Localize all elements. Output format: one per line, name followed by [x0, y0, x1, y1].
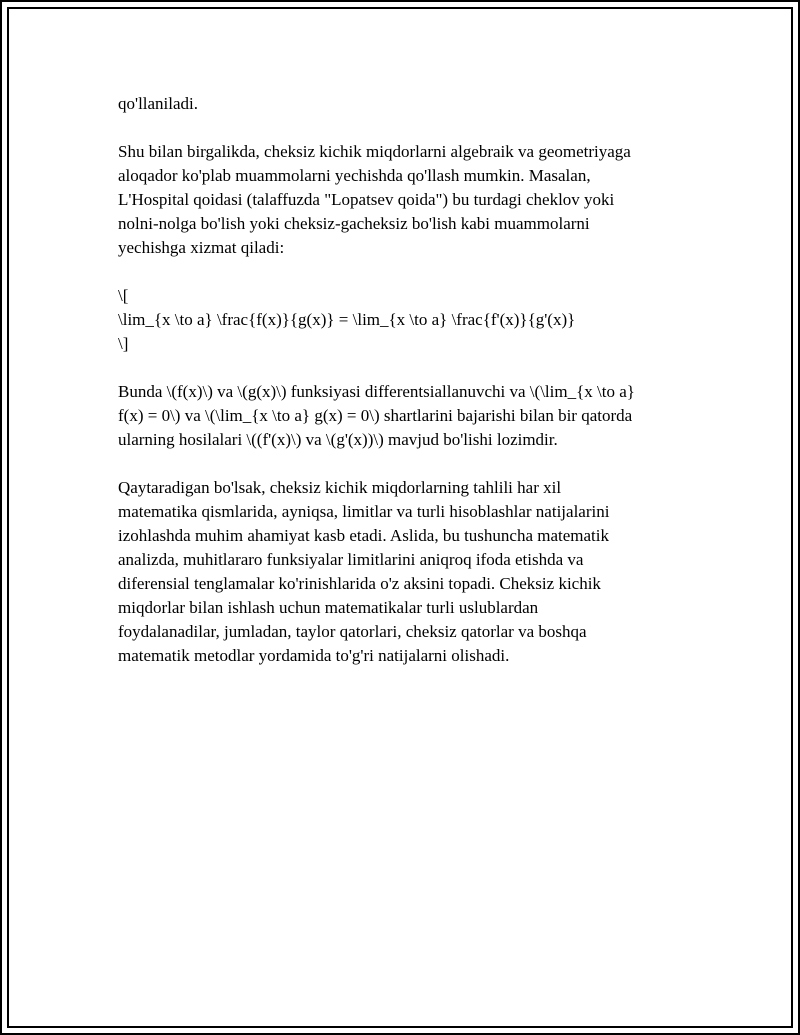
- formula-line: \[: [118, 286, 129, 305]
- formula-line: \lim_{x \to a} \frac{f(x)}{g(x)} = \lim_{x \to a} \frac{f'(x)}{g'(x)}: [118, 310, 576, 329]
- text-line: L'Hospital qoidasi (talaffuzda "Lopatsev qoida") bu turdagi cheklov yoki: [118, 190, 615, 209]
- text-line: foydalanadilar, jumladan, taylor qatorlari, cheksiz qatorlar va boshqa: [118, 622, 587, 641]
- text-line: diferensial tenglamalar ko'rinishlarida o'z aksini topadi. Cheksiz kichik: [118, 574, 601, 593]
- text-line: ularning hosilalari \((f'(x)\) va \(g'(x))\) mavjud bo'lishi lozimdir.: [118, 430, 558, 449]
- text-line: f(x) = 0\) va \(\lim_{x \to a} g(x) = 0\) shartlarini bajarishi bilan bir qatorda: [118, 406, 633, 425]
- text-line: Bunda \(f(x)\) va \(g(x)\) funksiyasi differentsiallanuvchi va \(\lim_{x \to a}: [118, 382, 635, 401]
- text-line: analizda, muhitlararo funksiyalar limitlarini aniqroq ifoda etishda va: [118, 550, 584, 569]
- paragraph-conditions: [118, 380, 688, 452]
- text-line: qo'llaniladi.: [118, 94, 199, 113]
- text-line: miqdorlar bilan ishlash uchun matematikalar turli uslublardan: [118, 598, 539, 617]
- formula-line: \]: [118, 334, 129, 353]
- paragraph-lhospital-intro: [118, 140, 688, 260]
- text-line: nolni-nolga bo'lish yoki cheksiz-gacheksiz bo'lish kabi muammolarni: [118, 214, 590, 233]
- formula-block: [118, 284, 688, 356]
- document-body: [118, 92, 688, 692]
- paragraph-conclusion: [118, 476, 688, 668]
- text-line: aloqador ko'plab muammolarni yechishda qo'llash mumkin. Masalan,: [118, 166, 591, 185]
- text-line: Qaytaradigan bo'lsak, cheksiz kichik miqdorlarning tahlili har xil: [118, 478, 562, 497]
- text-line: yechishga xizmat qiladi:: [118, 238, 285, 257]
- text-line: matematik metodlar yordamida to'g'ri natijalarni olishadi.: [118, 646, 510, 665]
- paragraph-continuation: [118, 92, 688, 116]
- text-line: Shu bilan birgalikda, cheksiz kichik miqdorlarni algebraik va geometriyaga: [118, 142, 631, 161]
- text-line: matematika qismlarida, ayniqsa, limitlar va turli hisoblashlar natijalarini: [118, 502, 610, 521]
- text-line: izohlashda muhim ahamiyat kasb etadi. Aslida, bu tushuncha matematik: [118, 526, 609, 545]
